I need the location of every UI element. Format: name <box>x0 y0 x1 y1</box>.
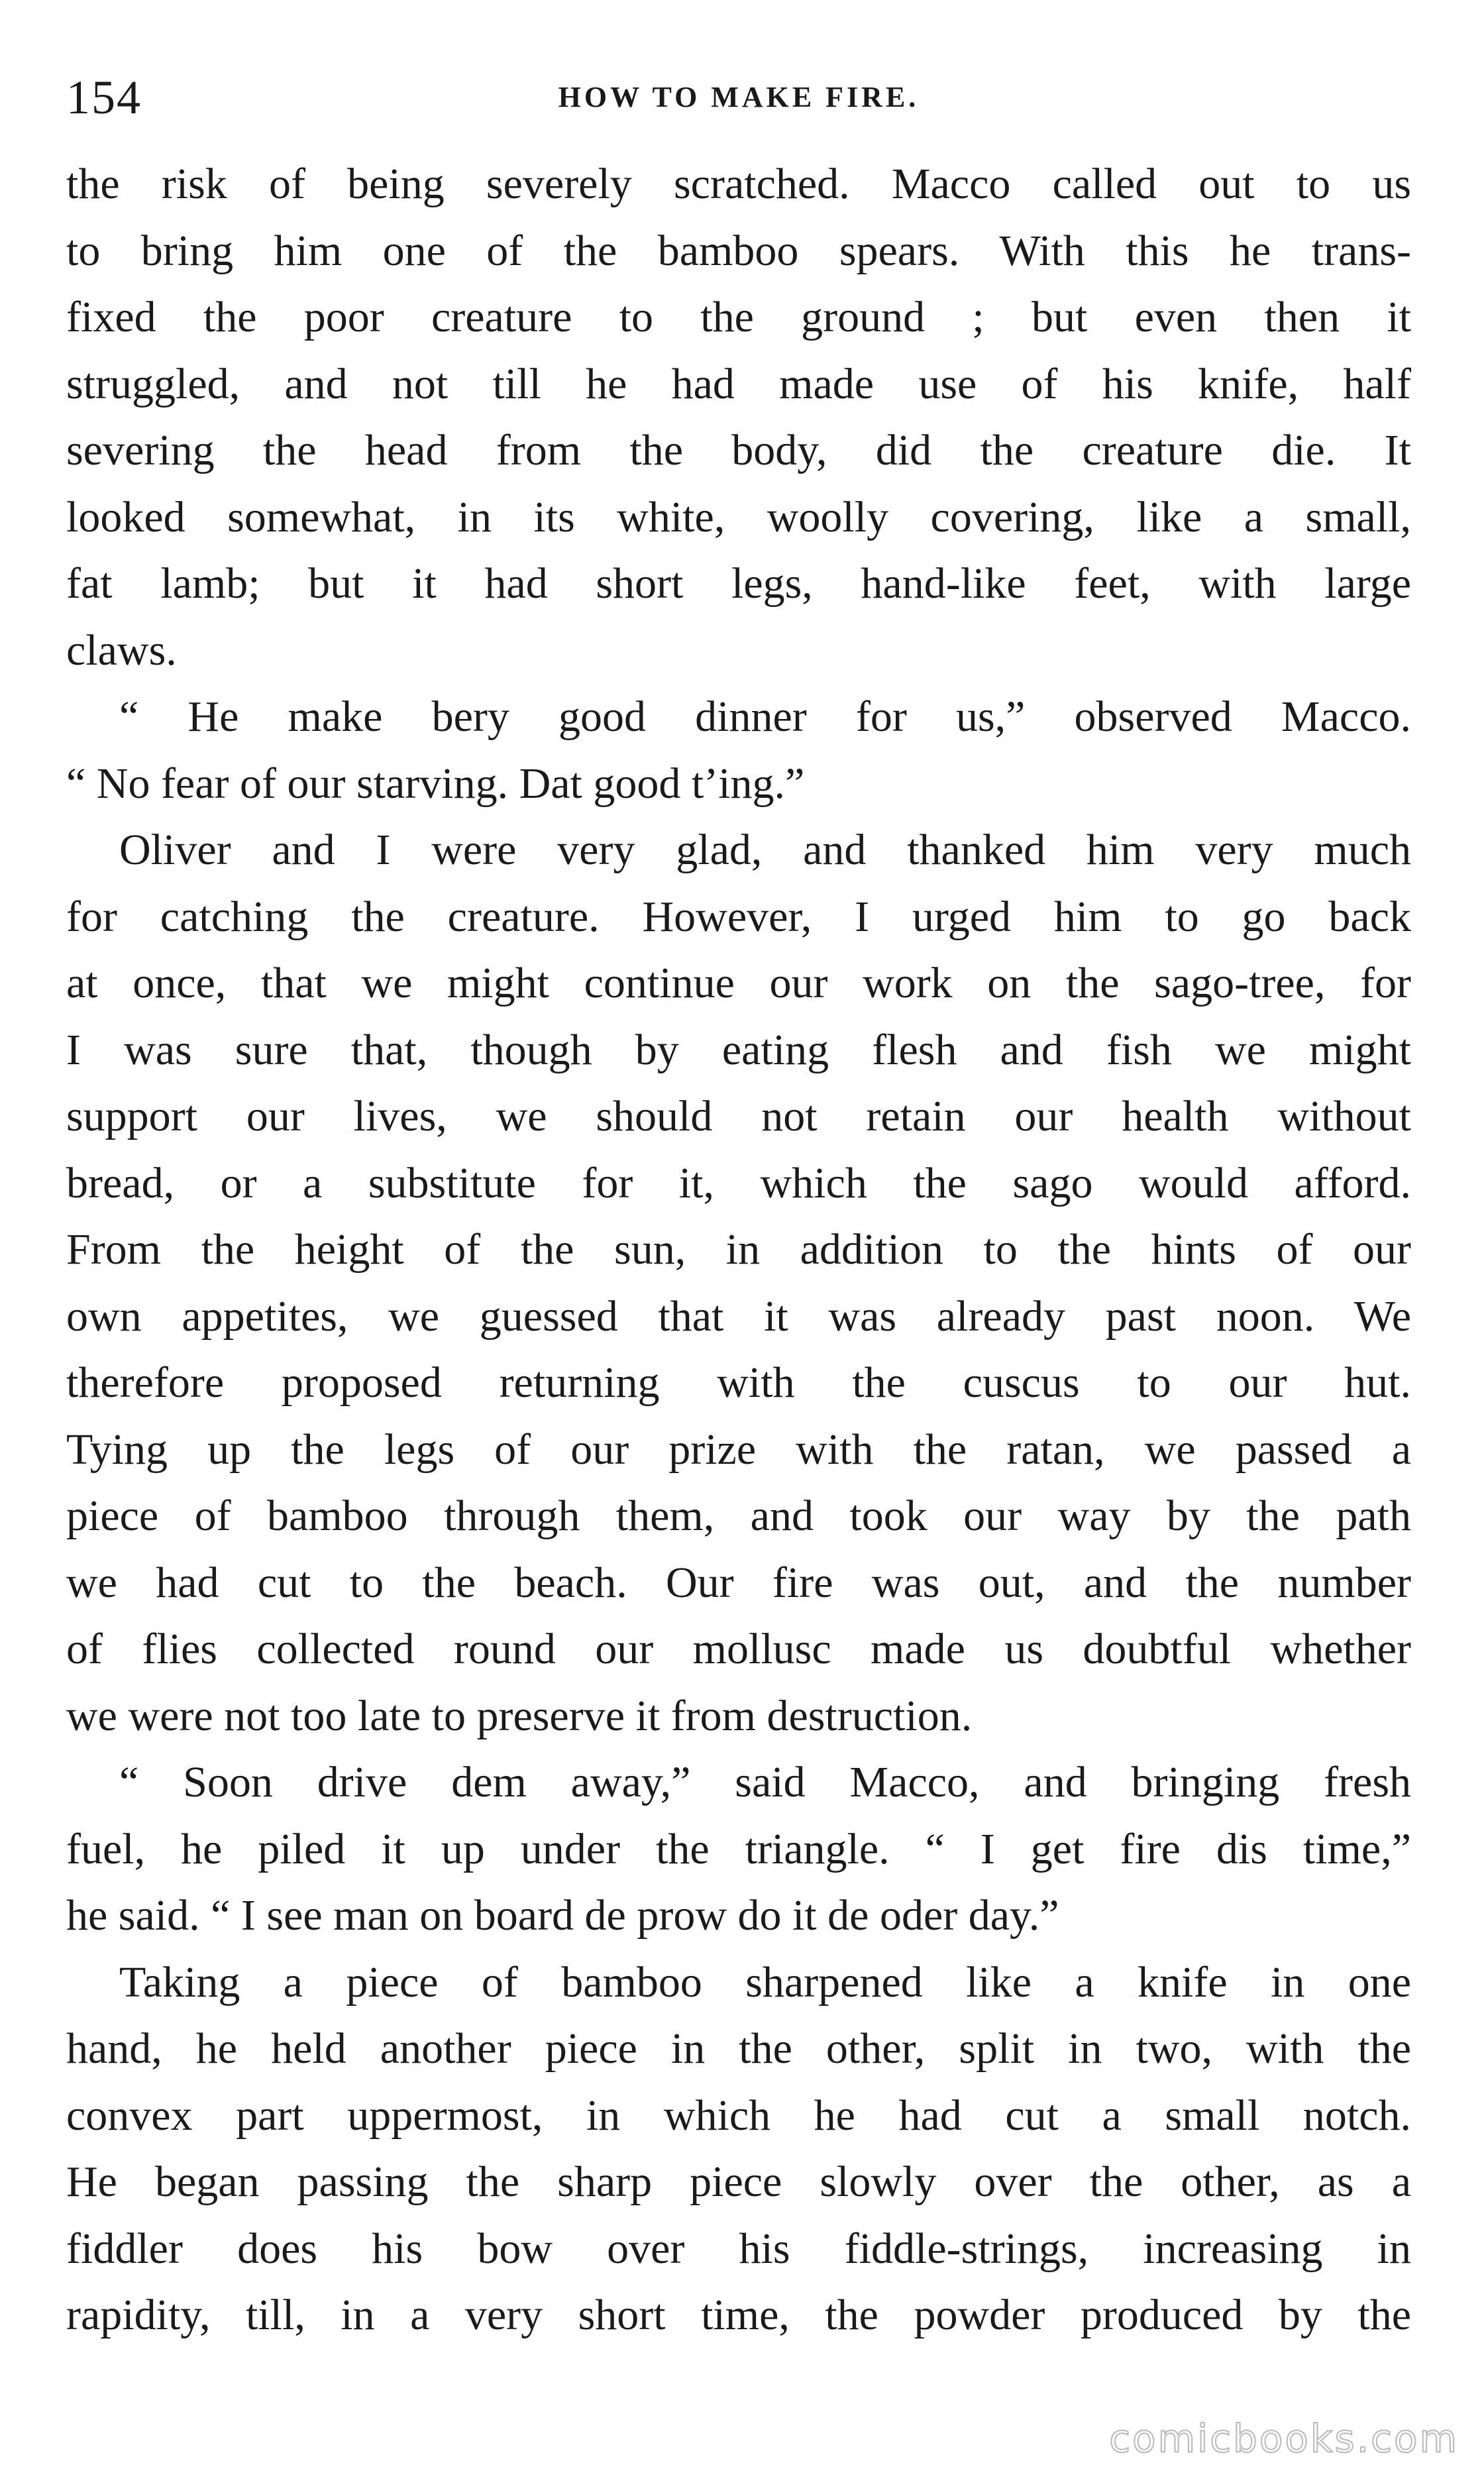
text-line: for catching the creature. However, I urged him to go back <box>66 892 1411 941</box>
text-line: fixed the poor creature to the ground ; but even then it <box>66 293 1411 341</box>
text-line: Oliver and I were very glad, and thanked him very much <box>119 826 1411 874</box>
text-line: severing the head from the body, did the creature die. It <box>66 426 1411 474</box>
text-line: rapidity, till, in a very short time, the powder produced by the <box>66 2291 1411 2339</box>
text-line: to bring him one of the bamboo spears. With this he trans- <box>66 226 1411 275</box>
text-line: support our lives, we should not retain our health without <box>66 1092 1411 1140</box>
text-line: piece of bamboo through them, and took our way by the path <box>66 1492 1411 1540</box>
text-line: He began passing the sharp piece slowly over the other, as a <box>66 2158 1411 2206</box>
text-line: we were not too late to preserve it from destruction. <box>66 1691 973 1740</box>
text-line: “ He make bery good dinner for us,” observed Macco. <box>119 692 1411 741</box>
text-body <box>66 151 1411 2349</box>
page-number: 154 <box>66 71 142 124</box>
text-line: “ No fear of our starving. Dat good t’ing.” <box>66 759 805 808</box>
text-line: therefore proposed returning with the cuscus to our hut. <box>66 1358 1411 1407</box>
text-line: fiddler does his bow over his fiddle-strings, increasing in <box>66 2224 1411 2273</box>
text-line: Taking a piece of bamboo sharpened like a knife in one <box>119 1957 1411 2006</box>
text-line: I was sure that, though by eating flesh and fish we might <box>66 1025 1411 1074</box>
text-line: looked somewhat, in its white, woolly covering, like a small, <box>66 492 1411 541</box>
text-line: bread, or a substitute for it, which the sago would afford. <box>66 1158 1411 1207</box>
text-line: fuel, he piled it up under the triangle. “ I get fire dis time,” <box>66 1824 1411 1873</box>
text-line: we had cut to the beach. Our fire was out, and the number <box>66 1558 1411 1607</box>
text-line: hand, he held another piece in the other, split in two, with the <box>66 2024 1411 2073</box>
text-line: “ Soon drive dem away,” said Macco, and bringing fresh <box>119 1758 1411 1806</box>
text-line: at once, that we might continue our work on the sago-tree, for <box>66 959 1411 1007</box>
running-head: HOW TO MAKE FIRE. <box>558 81 920 113</box>
text-line: convex part uppermost, in which he had cut a small notch. <box>66 2091 1411 2140</box>
text-line: of flies collected round our mollusc made us doubtful whether <box>66 1625 1411 1673</box>
watermark: comicbooks.com <box>1109 2416 1459 2461</box>
text-line: claws. <box>66 626 177 675</box>
page-header <box>66 61 1411 134</box>
text-line: he said. “ I see man on board de prow do it de oder day.” <box>66 1891 1059 1940</box>
text-line: From the height of the sun, in addition to the hints of our <box>66 1225 1411 1274</box>
text-line: fat lamb; but it had short legs, hand-like feet, with large <box>66 559 1411 608</box>
text-line: the risk of being severely scratched. Macco called out to us <box>66 160 1411 208</box>
text-line: struggled, and not till he had made use of his knife, half <box>66 359 1411 408</box>
text-line: Tying up the legs of our prize with the ratan, we passed a <box>66 1425 1411 1474</box>
text-line: own appetites, we guessed that it was already past noon. We <box>66 1291 1411 1341</box>
